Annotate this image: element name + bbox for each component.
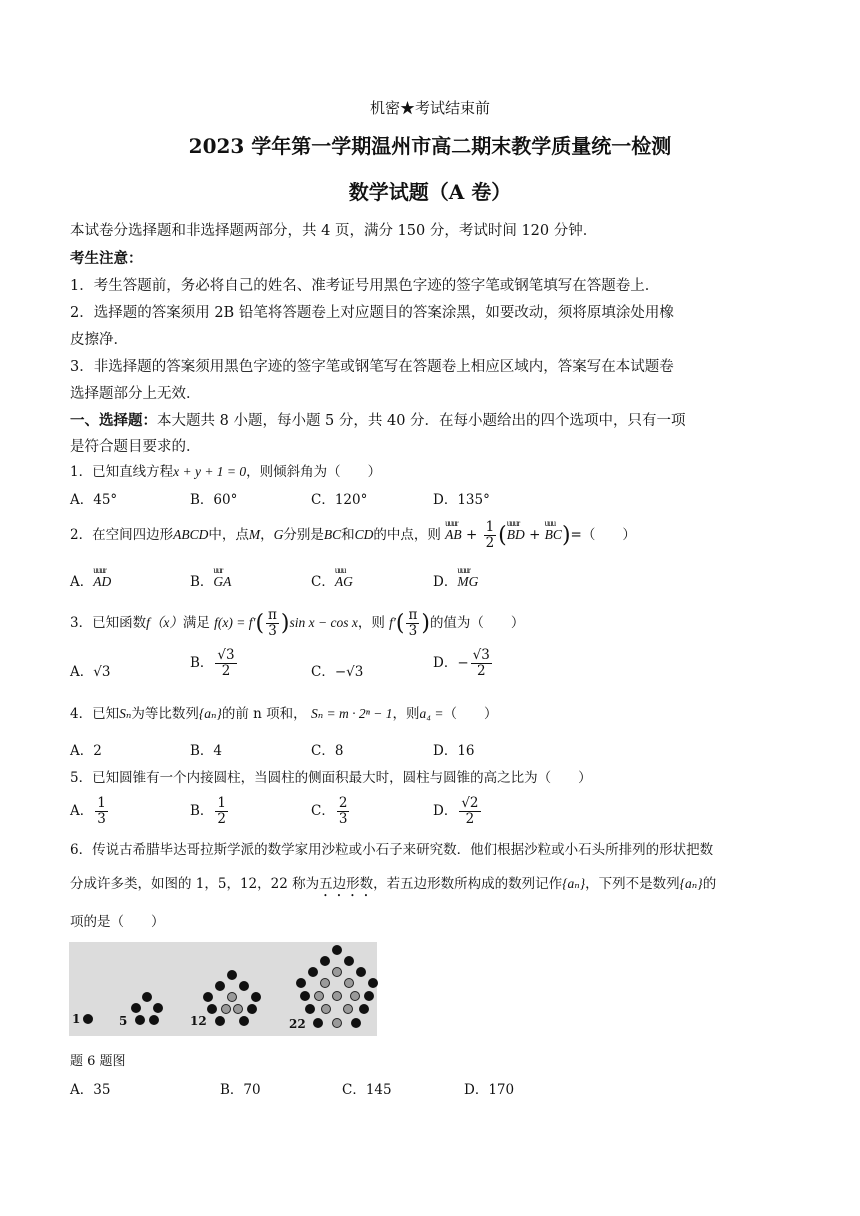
q1-option-a: A．45° xyxy=(70,492,118,508)
fraction-num: √3 xyxy=(217,647,235,663)
fraction-num: 1 xyxy=(217,795,227,811)
pebble xyxy=(344,978,354,988)
q6-option-b: B．70 xyxy=(220,1082,261,1098)
q3-fprime: f′ xyxy=(389,615,396,630)
q4-text: 的前 n 项和， xyxy=(221,706,307,722)
paren-close: ) xyxy=(280,611,290,636)
fraction-num: 2 xyxy=(338,795,348,811)
q2-option-a xyxy=(70,565,112,590)
option-letter: D． xyxy=(433,574,458,590)
option-letter: B． xyxy=(190,574,214,590)
option-letter: B． xyxy=(190,655,214,671)
q2-g: G xyxy=(273,527,284,542)
q4-option-a: A．2 xyxy=(70,743,102,759)
q4-sn: Sₙ xyxy=(119,706,132,721)
notice-item: 选择题部分上无效． xyxy=(70,386,201,402)
pebble xyxy=(314,991,324,1001)
option-letter: A． xyxy=(70,664,94,680)
q4-pre: 4．已知 xyxy=(70,706,120,722)
fraction-den: 2 xyxy=(465,811,475,827)
vector-label: BD xyxy=(506,527,525,542)
pebble xyxy=(351,1018,361,1028)
pebble xyxy=(142,992,152,1002)
q1-option-d: D．135° xyxy=(433,492,490,508)
q4-post: （ ） xyxy=(443,706,498,722)
q5-option-d xyxy=(433,796,483,827)
pebble xyxy=(215,1016,225,1026)
q1-option-b: B．60° xyxy=(190,492,238,508)
vector-ga xyxy=(213,565,232,590)
pebble xyxy=(247,1004,257,1014)
fraction-num: √3 xyxy=(472,647,490,663)
figure-label: 22 xyxy=(289,1017,306,1031)
q4-option-d: D．16 xyxy=(433,743,475,759)
fraction-den: 2 xyxy=(476,663,486,679)
pebble xyxy=(221,1004,231,1014)
q4-an: {aₙ} xyxy=(198,706,222,721)
option-value: −√3 xyxy=(334,664,364,680)
notice-heading: 考生注意： xyxy=(70,250,143,267)
notice-item: 皮擦净． xyxy=(70,332,128,348)
vector-ag xyxy=(334,565,353,590)
q3-eq-left: f(x) = f′ xyxy=(214,615,256,630)
q3-text: ，则 xyxy=(357,615,385,631)
q6-text: 的 xyxy=(702,876,717,892)
pebble xyxy=(332,991,342,1001)
option-fraction xyxy=(471,648,492,679)
pebble xyxy=(350,991,360,1001)
q3-pre: 3．已知函数 xyxy=(70,615,147,631)
section-heading-line xyxy=(70,409,686,430)
pebble xyxy=(135,1015,145,1025)
pebble xyxy=(332,945,342,955)
notice-item: 3．非选择题的答案须用黑色字迹的签字笔或钢笔写在答题卷上相应区域内，答案写在本试题卷 xyxy=(70,359,674,375)
q2-text: 和 xyxy=(341,527,355,543)
pebble xyxy=(368,978,378,988)
vector-mark: uuur xyxy=(506,518,520,528)
question-6-line-2 xyxy=(70,872,716,900)
q3-fx: f（x） xyxy=(146,615,183,630)
vector-label: BC xyxy=(544,527,562,542)
section-heading: 一、选择题： xyxy=(70,412,157,429)
q2-bc: BC xyxy=(323,527,342,542)
fraction-num: π xyxy=(268,607,277,623)
q4-option-b: B．4 xyxy=(190,743,223,759)
q2-option-c xyxy=(311,565,353,590)
option-fraction xyxy=(95,796,108,827)
question-4 xyxy=(70,702,497,722)
vector-bc xyxy=(544,518,562,543)
vector-bd xyxy=(506,518,525,543)
vector-label: MG xyxy=(457,574,479,589)
pebble xyxy=(83,1014,93,1024)
figure-label: 12 xyxy=(190,1014,207,1028)
vector-mark: uuur xyxy=(445,518,458,528)
pebble xyxy=(296,978,306,988)
pebble xyxy=(227,970,237,980)
pebble xyxy=(131,1003,141,1013)
option-letter: C． xyxy=(311,803,335,819)
q2-comma: ， xyxy=(260,527,274,543)
pebble xyxy=(321,1004,331,1014)
pebble xyxy=(227,992,237,1002)
pebble xyxy=(239,1016,249,1026)
option-sign: − xyxy=(457,655,469,671)
q2-option-d xyxy=(433,565,479,590)
fraction-den: 2 xyxy=(217,811,227,827)
fraction-num: π xyxy=(408,607,418,623)
fraction-num: √2 xyxy=(461,795,479,811)
q3-option-c xyxy=(311,660,363,680)
question-1 xyxy=(70,460,381,480)
question-2 xyxy=(70,520,636,551)
pebble xyxy=(332,1018,342,1028)
fraction-den: 3 xyxy=(338,811,348,827)
q3-text: 满足 xyxy=(182,615,210,631)
q2-text: 的中点，则 xyxy=(373,527,441,543)
notice-item: 2．选择题的答案须用 2B 铅笔将答题卷上对应题目的答案涂黑，如要改动，须将原填涂处用橡 xyxy=(70,305,674,321)
q1-equation: x + y + 1 = 0 xyxy=(173,464,247,479)
vector-mark: uuu xyxy=(544,518,556,528)
q2-abcd: ABCD xyxy=(173,527,209,542)
pebble xyxy=(359,1004,369,1014)
q4-text: 为等比数列 xyxy=(131,706,199,722)
pebble xyxy=(207,1004,217,1014)
q3-option-d xyxy=(433,648,494,679)
fraction-pi-3 xyxy=(266,608,279,639)
q6-an: {aₙ} xyxy=(562,876,586,891)
q2-m: M xyxy=(248,527,261,542)
pebble xyxy=(233,1004,243,1014)
question-6-line-3: 项的是（ ） xyxy=(70,914,165,930)
q6-emphasis: 五边形数 xyxy=(319,876,374,892)
q5-option-b xyxy=(190,796,230,827)
option-letter: C． xyxy=(311,574,335,590)
exam-subtitle: 数学试题（A 卷） xyxy=(348,180,512,204)
q4-option-c: C．8 xyxy=(311,743,344,759)
fraction-den: 2 xyxy=(221,663,231,679)
option-letter: A． xyxy=(70,803,94,819)
fraction-den: 3 xyxy=(408,623,418,639)
pebble xyxy=(356,967,366,977)
section-desc: 本大题共 8 小题，每小题 5 分，共 40 分．在每小题给出的四个选项中，只有一项 xyxy=(157,413,686,429)
q2-pre: 2．在空间四边形 xyxy=(70,527,174,543)
figure-caption: 题 6 题图 xyxy=(70,1054,126,1069)
q3-option-a xyxy=(70,660,110,680)
fraction-num: 1 xyxy=(97,795,106,811)
option-letter: B． xyxy=(190,803,214,819)
vector-label: GA xyxy=(213,574,232,589)
paren-open: ( xyxy=(498,523,507,548)
option-fraction xyxy=(215,648,236,679)
fraction-half xyxy=(484,520,497,551)
option-letter: A． xyxy=(70,574,94,590)
q5-option-a xyxy=(70,796,110,827)
plus-sign: + xyxy=(529,527,541,543)
pebble xyxy=(305,1004,315,1014)
q1-post: ，则倾斜角为（ ） xyxy=(246,464,382,480)
q1-pre: 1．已知直线方程 xyxy=(70,464,174,480)
pebble xyxy=(320,956,330,966)
pebble xyxy=(308,967,318,977)
figure-label: 1 xyxy=(72,1012,81,1026)
notice-item: 1．考生答题前，务必将自己的姓名、准考证号用黑色字迹的签字笔或钢笔填写在答题卷上． xyxy=(70,278,660,294)
option-letter: D． xyxy=(433,803,458,819)
q2-option-b xyxy=(190,565,232,590)
vector-mark: uuur xyxy=(457,565,470,575)
question-5: 5．已知圆锥有一个内接圆柱，当圆柱的侧面积最大时，圆柱与圆锥的高之比为（ ） xyxy=(70,770,592,786)
vector-ab xyxy=(445,518,462,543)
pebble xyxy=(332,967,342,977)
pebble xyxy=(203,992,213,1002)
fraction-num: 1 xyxy=(485,519,495,535)
pentagonal-numbers-figure xyxy=(69,942,377,1036)
vector-mark: uur xyxy=(213,565,223,575)
q5-option-c xyxy=(311,796,351,827)
paren-close: ) xyxy=(421,611,430,636)
fraction-den: 2 xyxy=(485,535,495,551)
exam-title: 2023 学年第一学期温州市高二期末教学质量统一检测 xyxy=(188,134,672,158)
vector-mark: uuu xyxy=(334,565,346,575)
pebble xyxy=(344,956,354,966)
paren-open: ( xyxy=(395,611,405,636)
q2-text: 分别是 xyxy=(283,527,324,543)
vector-ad xyxy=(93,565,112,590)
option-fraction xyxy=(337,796,350,827)
vector-label: AD xyxy=(93,574,112,589)
q4-text: ，则 xyxy=(392,706,420,722)
option-fraction xyxy=(459,796,480,827)
vector-mg xyxy=(457,565,479,590)
fraction-den: 3 xyxy=(97,811,106,827)
pebble xyxy=(300,991,310,1001)
q4-equation: Sₙ = m · 2ⁿ − 1 xyxy=(310,706,393,721)
fraction-pi-3 xyxy=(406,608,419,639)
pebble xyxy=(320,978,330,988)
q6-option-d: D．170 xyxy=(464,1082,515,1098)
q2-cd: CD xyxy=(354,527,374,542)
q3-post: 的值为（ ） xyxy=(429,615,525,631)
q2-post: =（ ） xyxy=(570,527,636,543)
pebble xyxy=(313,1018,323,1028)
section-desc-2: 是符合题目要求的． xyxy=(70,439,201,455)
pebble xyxy=(239,981,249,991)
pebble xyxy=(153,1003,163,1013)
paren-close: ) xyxy=(561,523,571,548)
pebble xyxy=(343,1004,353,1014)
q6-text: ，若五边形数所构成的数列记作 xyxy=(373,876,563,892)
figure-label: 5 xyxy=(119,1014,128,1028)
fraction-den: 3 xyxy=(268,623,277,639)
q6-text: ，下列不是数列 xyxy=(585,876,680,892)
q3-option-b xyxy=(190,648,239,679)
option-value: √3 xyxy=(93,664,111,680)
confidential-mark: 机密★考试结束前 xyxy=(369,99,490,117)
question-3 xyxy=(70,608,524,639)
pebble xyxy=(215,981,225,991)
vector-label: AB xyxy=(445,527,462,542)
option-letter: C． xyxy=(311,664,335,680)
q6-option-c: C．145 xyxy=(342,1082,392,1098)
pebble xyxy=(364,991,374,1001)
vector-mark: uuur xyxy=(93,565,106,575)
paren-open: ( xyxy=(255,611,265,636)
intro-text: 本试卷分选择题和非选择题两部分，共 4 页，满分 150 分，考试时间 120 分钟． xyxy=(70,223,598,239)
q6-option-a: A．35 xyxy=(70,1082,111,1098)
pebble xyxy=(149,1015,159,1025)
q6-text: 分成许多类，如图的 1，5，12，22 称为 xyxy=(70,876,320,892)
q6-an: {aₙ} xyxy=(679,876,703,891)
q1-option-c: C．120° xyxy=(311,492,368,508)
option-letter: D． xyxy=(433,655,458,671)
q4-a4: a₄ = xyxy=(419,706,444,721)
option-fraction xyxy=(215,796,228,827)
question-6-line-1: 6．传说古希腊毕达哥拉斯学派的数学家用沙粒或小石子来研究数．他们根据沙粒或小石头所排列的形状把数 xyxy=(70,842,714,858)
pebble xyxy=(251,992,261,1002)
q2-text: 中，点 xyxy=(208,527,249,543)
q3-eq-right: sin x − cos x xyxy=(289,615,358,630)
vector-label: AG xyxy=(334,574,353,589)
plus-sign: + xyxy=(465,527,478,543)
